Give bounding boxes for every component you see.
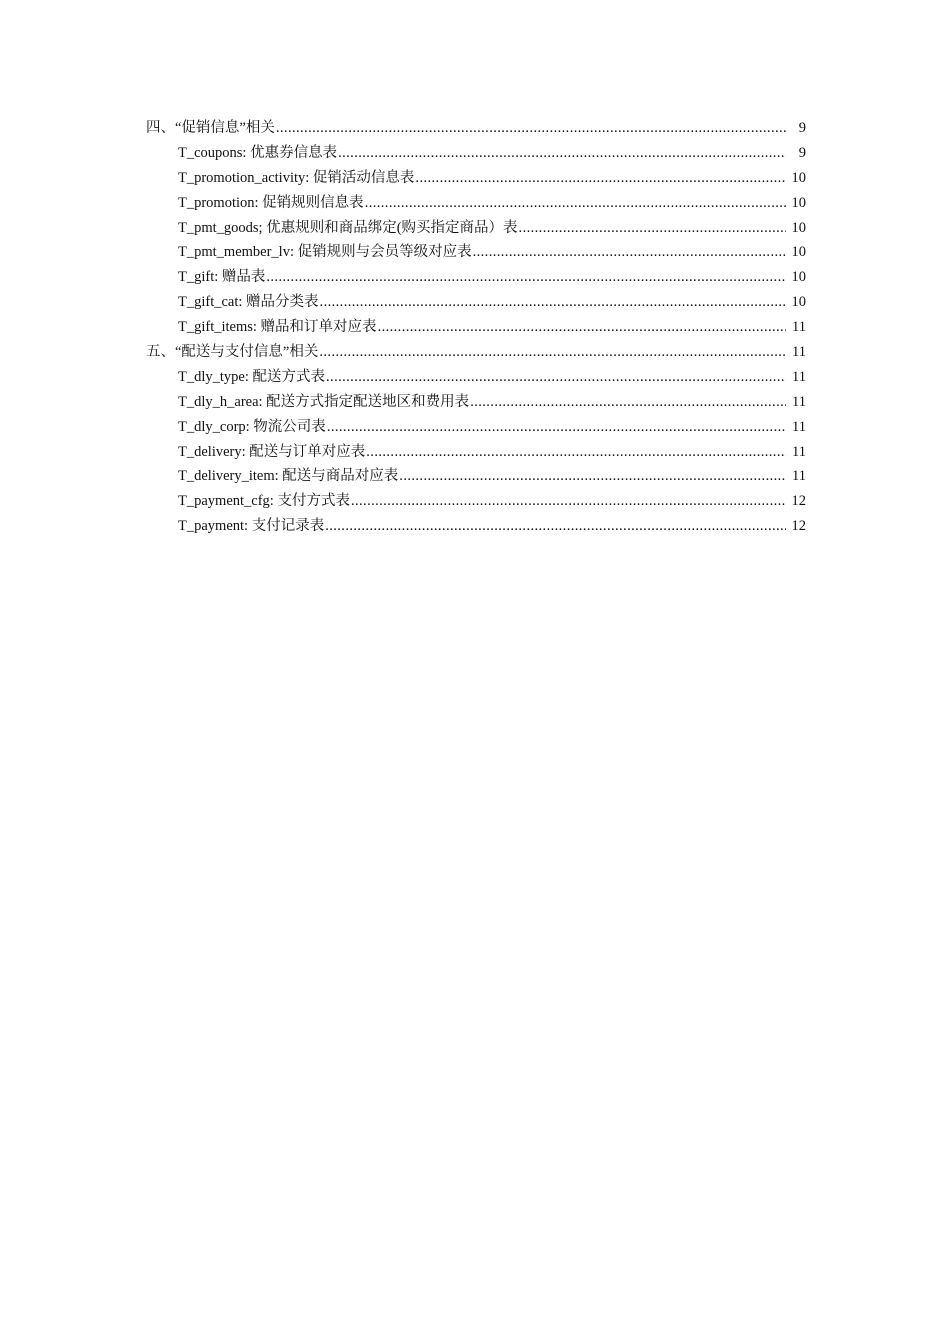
toc-dot-leader	[378, 315, 786, 340]
toc-entry[interactable]	[146, 464, 806, 489]
toc-entry-page: 11	[792, 443, 806, 460]
toc-entry[interactable]	[146, 240, 806, 265]
toc-entry-title: T_payment_cfg: 支付方式表	[178, 493, 350, 510]
toc-dot-leader	[415, 166, 786, 191]
toc-entry-title: T_dly_corp: 物流公司表	[178, 418, 326, 435]
toc-entry[interactable]	[146, 415, 806, 440]
toc-dot-leader	[327, 415, 786, 440]
toc-entry[interactable]	[146, 116, 806, 141]
toc-entry[interactable]	[146, 390, 806, 415]
toc-entry[interactable]	[146, 440, 806, 465]
toc-entry[interactable]	[146, 290, 806, 315]
toc-entry-title: T_gift_items: 赠品和订单对应表	[178, 319, 377, 336]
toc-entry-page: 9	[798, 120, 806, 136]
toc-entry-title: T_dly_type: 配送方式表	[178, 368, 326, 385]
toc-entry-title: T_delivery: 配送与订单对应表	[178, 443, 366, 460]
toc-dot-leader	[470, 390, 786, 415]
toc-entry-title: T_dly_h_area: 配送方式指定配送地区和费用表	[178, 393, 470, 410]
toc-entry-title: T_pmt_goods; 优惠规则和商品绑定(购买指定商品）表	[178, 219, 518, 236]
toc-entry[interactable]	[146, 365, 806, 390]
toc-dot-leader	[338, 141, 786, 166]
toc-entry-title: 四、“促销信息”相关	[146, 120, 275, 136]
toc-entry-title: T_pmt_member_lv: 促销规则与会员等级对应表	[178, 244, 472, 261]
toc-entry[interactable]	[146, 340, 806, 365]
toc-entry[interactable]	[146, 315, 806, 340]
toc-dot-leader	[320, 290, 786, 315]
toc-entry[interactable]	[146, 265, 806, 290]
toc-entry-page: 11	[792, 468, 806, 485]
toc-dot-leader	[319, 340, 786, 365]
toc-entry-title: T_gift_cat: 赠品分类表	[178, 294, 319, 311]
toc-dot-leader	[519, 216, 786, 241]
toc-entry-page: 11	[792, 393, 806, 410]
toc-entry[interactable]	[146, 489, 806, 514]
toc-entry-page: 10	[791, 244, 806, 261]
toc-entry-page: 11	[792, 344, 806, 361]
toc-dot-leader	[326, 365, 786, 390]
toc-dot-leader	[266, 265, 786, 290]
toc-entry-title: T_delivery_item: 配送与商品对应表	[178, 468, 399, 485]
toc-entry[interactable]	[146, 141, 806, 166]
toc-entry-page: 10	[791, 294, 806, 311]
toc-entry[interactable]	[146, 514, 806, 539]
toc-entry[interactable]	[146, 216, 806, 241]
toc-entry-page: 10	[791, 269, 806, 286]
toc-entry-page: 9	[798, 144, 806, 161]
toc-dot-leader	[276, 116, 786, 141]
toc-entry-title: T_promotion_activity: 促销活动信息表	[178, 169, 415, 186]
toc-entry-page: 10	[791, 194, 806, 211]
toc-dot-leader	[365, 191, 786, 216]
toc-dot-leader	[351, 489, 786, 514]
table-of-contents	[146, 116, 806, 539]
toc-entry[interactable]	[146, 166, 806, 191]
toc-entry-title: 五、“配送与支付信息”相关	[146, 344, 319, 361]
toc-entry-page: 11	[792, 368, 806, 385]
toc-entry-page: 12	[791, 493, 806, 510]
toc-dot-leader	[325, 514, 786, 539]
toc-dot-leader	[366, 440, 786, 465]
toc-entry-title: T_coupons: 优惠券信息表	[178, 144, 338, 161]
toc-entry[interactable]	[146, 191, 806, 216]
toc-dot-leader	[399, 464, 786, 489]
toc-entry-title: T_gift: 赠品表	[178, 269, 266, 286]
toc-entry-page: 11	[792, 319, 806, 336]
toc-dot-leader	[473, 240, 786, 265]
toc-entry-title: T_payment: 支付记录表	[178, 518, 325, 535]
toc-entry-page: 11	[792, 418, 806, 435]
toc-entry-title: T_promotion: 促销规则信息表	[178, 194, 364, 211]
toc-entry-page: 10	[791, 219, 806, 236]
toc-entry-page: 12	[791, 518, 806, 535]
toc-entry-page: 10	[791, 169, 806, 186]
